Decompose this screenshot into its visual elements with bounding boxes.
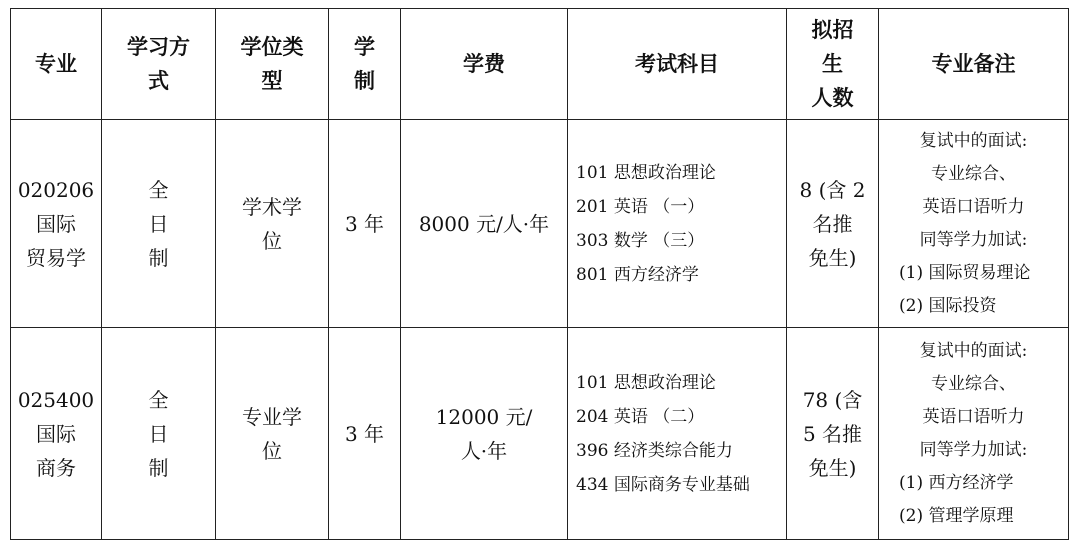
table-row	[11, 328, 1069, 540]
note-line: 专业综合、	[931, 373, 1016, 394]
header-major	[11, 9, 102, 120]
exam-subject: 434 国际商务专业基础	[576, 474, 750, 495]
exam-subject: 801 西方经济学	[576, 264, 699, 285]
header-text: 学习方	[127, 35, 190, 59]
major-name-line: 商务	[36, 455, 76, 480]
exam-subject: 101 思想政治理论	[576, 162, 716, 183]
header-text: 生	[822, 52, 843, 76]
header-notes	[879, 9, 1069, 120]
tuition-text: 人·年	[460, 438, 508, 463]
quota-line: 8 (含 2	[799, 177, 866, 202]
major-name-line: 国际	[36, 211, 76, 236]
cell-quota	[787, 328, 879, 540]
quota-line: 名推	[812, 211, 853, 236]
cell-major	[11, 120, 102, 328]
header-text: 学费	[463, 52, 505, 76]
header-row	[11, 9, 1069, 120]
note-line: 复试中的面试:	[919, 340, 1028, 361]
note-line: 复试中的面试:	[919, 130, 1028, 151]
header-exam-subjects	[568, 9, 787, 120]
header-text: 专业	[35, 52, 77, 76]
header-study-mode	[102, 9, 216, 120]
admissions-table-container	[10, 8, 1069, 540]
table-row	[11, 120, 1069, 328]
cell-degree-type	[216, 120, 329, 328]
exam-subject: 303 数学 （三）	[576, 230, 705, 251]
header-text: 制	[354, 69, 375, 93]
degree-type-line: 位	[262, 438, 282, 463]
study-mode-char: 制	[148, 455, 169, 480]
tuition-text: 12000 元/	[435, 404, 533, 429]
header-text: 学	[354, 35, 375, 59]
duration-text: 3 年	[344, 211, 385, 236]
cell-notes	[879, 120, 1069, 328]
cell-degree-type	[216, 328, 329, 540]
note-line: 同等学力加试:	[919, 229, 1028, 250]
quota-line: 5 名推	[802, 421, 863, 446]
cell-exam-subjects	[568, 120, 787, 328]
major-name-line: 贸易学	[26, 245, 86, 270]
note-line: 专业综合、	[931, 163, 1016, 184]
note-line: 同等学力加试:	[919, 439, 1028, 460]
duration-text: 3 年	[344, 421, 385, 446]
note-line: (1) 西方经济学	[899, 472, 1014, 493]
quota-line: 免生)	[808, 245, 857, 270]
note-line: 英语口语听力	[922, 406, 1025, 427]
note-line: (2) 管理学原理	[899, 505, 1014, 526]
study-mode-char: 日	[148, 421, 169, 446]
cell-notes	[879, 328, 1069, 540]
cell-tuition	[401, 120, 568, 328]
study-mode-char: 全	[148, 387, 169, 412]
header-degree-type	[216, 9, 329, 120]
exam-subject: 101 思想政治理论	[576, 372, 716, 393]
header-tuition	[401, 9, 568, 120]
header-quota	[787, 9, 879, 120]
cell-major	[11, 328, 102, 540]
major-code: 025400	[17, 387, 95, 412]
major-code: 020206	[17, 177, 95, 202]
cell-duration	[329, 328, 401, 540]
cell-quota	[787, 120, 879, 328]
exam-subject: 204 英语 （二）	[576, 406, 705, 427]
header-text: 专业备注	[931, 52, 1016, 76]
note-line: (1) 国际贸易理论	[899, 262, 1031, 283]
tuition-text: 8000 元/人·年	[418, 211, 550, 236]
degree-type-line: 学术学	[242, 194, 302, 219]
header-text: 人数	[811, 86, 854, 110]
header-text: 学位类	[240, 35, 304, 59]
cell-study-mode	[102, 328, 216, 540]
cell-exam-subjects	[568, 328, 787, 540]
header-text: 考试科目	[635, 52, 719, 76]
note-line: 英语口语听力	[922, 196, 1025, 217]
header-text: 型	[261, 69, 283, 93]
study-mode-char: 日	[148, 211, 169, 236]
header-text: 拟招	[811, 18, 854, 42]
study-mode-char: 制	[148, 245, 169, 270]
study-mode-char: 全	[148, 177, 169, 202]
cell-tuition	[401, 328, 568, 540]
header-text: 式	[148, 69, 169, 93]
exam-subject: 201 英语 （一）	[576, 196, 705, 217]
cell-study-mode	[102, 120, 216, 328]
header-duration	[329, 9, 401, 120]
admissions-table	[10, 8, 1069, 540]
degree-type-line: 专业学	[242, 404, 302, 429]
cell-duration	[329, 120, 401, 328]
quota-line: 免生)	[808, 455, 857, 480]
degree-type-line: 位	[262, 228, 282, 253]
major-name-line: 国际	[36, 421, 76, 446]
quota-line: 78 (含	[802, 387, 863, 412]
exam-subject: 396 经济类综合能力	[576, 440, 733, 461]
note-line: (2) 国际投资	[899, 295, 997, 316]
